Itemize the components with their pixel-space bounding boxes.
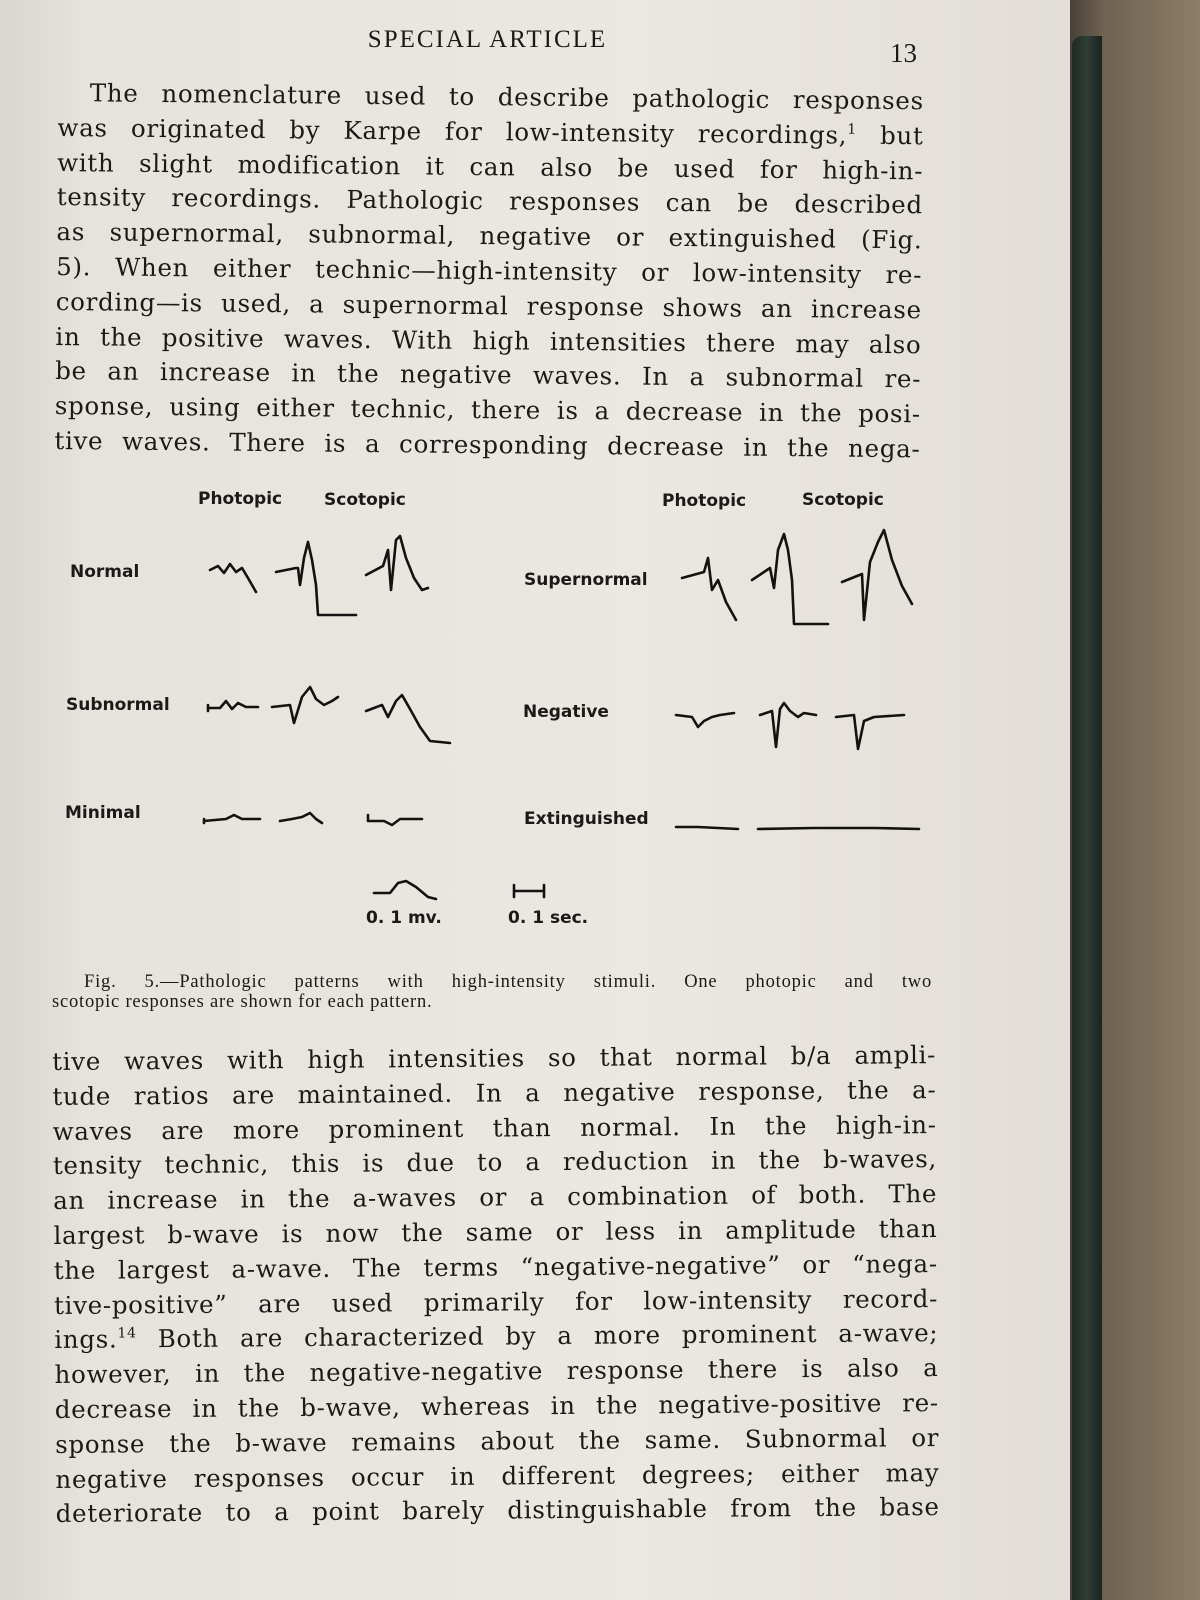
text-line: an increase in the a-waves or a combination of both. The <box>53 1179 938 1216</box>
text-line: The nomenclature used to describe pathologic responses <box>89 78 924 116</box>
trace-negative-scotopic-2 <box>836 715 904 749</box>
header-photopic-left: Photopic <box>198 489 283 509</box>
text-line: tensity technic, this is due to a reduction in the b-waves, <box>52 1144 938 1181</box>
label-supernormal: Supernormal <box>524 570 648 590</box>
trace-supernormal-scotopic-1 <box>752 534 828 624</box>
text-line: largest b-wave is now the same or less in amplitude than <box>53 1214 938 1250</box>
text-line: in the positive waves. With high intensities there may also <box>55 321 922 359</box>
footnote-reference: 14 <box>117 1325 137 1342</box>
header-photopic-right: Photopic <box>662 491 747 511</box>
text-line: 5). When either technic—high-intensity or low-intensity re- <box>56 251 923 290</box>
trace-supernormal <box>680 520 960 640</box>
text-line: as supernormal, subnormal, negative or extinguished (Fig. <box>56 217 923 255</box>
caption-line: Fig. 5.—Pathologic patterns with high-intensity stimuli. One photopic and two <box>84 972 932 992</box>
text-line: deteriorate to a point barely distinguishable from the base <box>55 1492 940 1529</box>
scale-bar-time <box>510 881 550 901</box>
text-line: cording—is used, a supernormal response shows an increase <box>55 286 922 325</box>
text-line: tive waves with high intensities so that normal b/a ampli- <box>52 1040 937 1076</box>
trace-supernormal-photopic <box>682 558 736 620</box>
scale-label-time: 0. 1 sec. <box>508 908 589 928</box>
scale-bar-voltage <box>370 873 460 909</box>
text-line: sponse, using either technic, there is a decrease in the posi- <box>54 391 921 429</box>
label-extinguished: Extinguished <box>524 809 649 829</box>
trace-minimal-scotopic-2 <box>368 815 422 825</box>
header-scotopic-left: Scotopic <box>324 490 406 510</box>
label-normal: Normal <box>70 562 140 582</box>
top-paragraph <box>54 76 924 467</box>
trace-subnormal-photopic <box>208 701 258 711</box>
text-line: be an increase in the negative waves. In a subnormal re- <box>55 356 922 394</box>
text-line: decrease in the b-wave, whereas in the negative-positive re- <box>54 1388 939 1424</box>
text-line: waves are more prominent than normal. In the high-in- <box>52 1109 937 1146</box>
trace-negative-scotopic-1 <box>760 703 816 747</box>
scale-label-voltage: 0. 1 mv. <box>366 908 442 928</box>
book-spine <box>1072 36 1102 1600</box>
page-number: 13 <box>890 38 917 68</box>
label-minimal: Minimal <box>65 803 141 823</box>
caption-line: scotopic responses are shown for each pattern. <box>52 992 433 1012</box>
trace-minimal-photopic <box>204 815 260 823</box>
running-header: SPECIAL ARTICLE <box>367 26 608 53</box>
trace-minimal-scotopic-1 <box>280 813 322 823</box>
text-line: with slight modification it can also be used for high-in- <box>57 147 924 185</box>
trace-negative-photopic <box>676 713 734 727</box>
text-line: ings.$^{14}$ Both are characterized by a more prominent a-wave; <box>54 1318 939 1355</box>
text-line: the largest a-wave. The terms “negative-negative” or “nega- <box>53 1248 938 1285</box>
text-line: negative responses occur in different degrees; either may <box>55 1457 940 1494</box>
text-line: tensity recordings. Pathologic responses can be described <box>56 182 923 220</box>
text-line: was originated by Karpe for low-intensity recordings,$^1$ but <box>57 112 924 151</box>
trace-negative <box>674 687 954 757</box>
footnote-reference: 1 <box>847 121 857 138</box>
trace-extinguished <box>674 815 964 839</box>
trace-extinguished-scotopic <box>758 828 919 829</box>
trace-normal-photopic <box>210 564 256 592</box>
text-line: tive-positive” are used primarily for low-intensity record- <box>53 1283 939 1320</box>
trace-normal-scotopic-1 <box>276 542 356 615</box>
trace-normal-scotopic-2 <box>366 536 428 590</box>
trace-minimal <box>202 797 442 837</box>
trace-subnormal-scotopic-2 <box>366 695 450 743</box>
header-scotopic-right: Scotopic <box>802 490 884 510</box>
text-line: tude ratios are maintained. In a negative response, the a- <box>52 1074 937 1111</box>
trace-extinguished-photopic <box>676 827 738 829</box>
label-negative: Negative <box>523 702 609 722</box>
figure-caption <box>52 972 932 1012</box>
bottom-paragraph <box>52 1038 940 1532</box>
text-line: tive waves. There is a corresponding decrease in the nega- <box>54 425 921 464</box>
label-subnormal: Subnormal <box>66 695 170 715</box>
text-line: however, in the negative-negative response there is also a <box>54 1353 939 1390</box>
trace-normal <box>208 530 458 625</box>
trace-supernormal-scotopic-2 <box>842 530 912 620</box>
text-line: sponse the b-wave remains about the same. Subnormal or <box>55 1422 940 1459</box>
figure-5 <box>40 475 1000 935</box>
trace-subnormal <box>206 675 466 755</box>
trace-subnormal-scotopic-1 <box>272 687 338 723</box>
